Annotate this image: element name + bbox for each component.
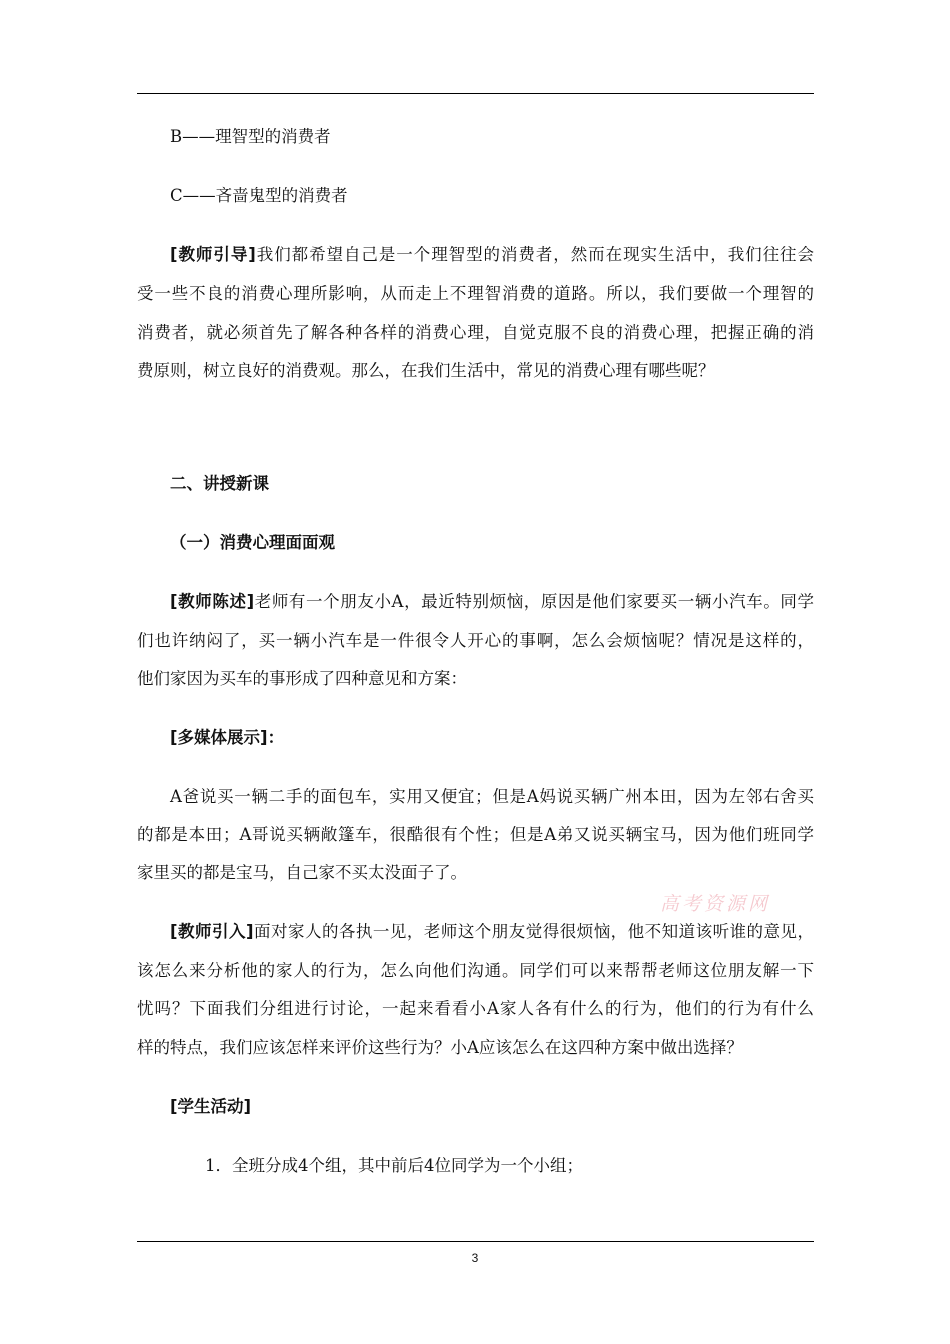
paragraph-teacher-guide-line-3: 消费者，就必须首先了解各种各样的消费心理，自觉克服不良的消费心理，把握正确的消 [137, 323, 814, 342]
subsection-heading: （一）消费心理面面观 [170, 533, 335, 552]
label-multimedia: [多媒体展示]： [170, 728, 285, 747]
paragraph-teacher-guide-line-1 [137, 245, 814, 265]
paragraph-teacher-statement-line-3: 他们家因为买车的事形成了四种意见和方案： [137, 669, 467, 688]
footer-rule [137, 1241, 814, 1242]
text: 我们都希望自己是一个理智型的消费者，然而在现实生活中，我们往往会 [255, 245, 814, 264]
label-teacher-statement: [教师陈述] [170, 592, 255, 611]
page-number: 3 [471, 1251, 479, 1265]
paragraph-family-opinions-line-1: A爸说买一辆二手的面包车，实用又便宜；但是A妈说买辆广州本田，因为左邻右舍买 [170, 787, 814, 806]
paragraph-family-opinions-line-3: 家里买的都是宝马，自己家不买太没面子了。 [137, 863, 467, 882]
paragraph-teacher-intro-line-1 [137, 922, 814, 942]
paragraph-teacher-statement-line-2: 们也许纳闷了，买一辆小汽车是一件很令人开心的事啊，怎么会烦恼呢？情况是这样的， [137, 631, 814, 650]
label-teacher-guide: [教师引导] [170, 245, 256, 264]
paragraph-teacher-guide-line-4: 费原则，树立良好的消费观。那么，在我们生活中，常见的消费心理有哪些呢？ [137, 361, 715, 380]
header-rule [137, 93, 814, 94]
label-teacher-intro: [教师引入] [170, 922, 254, 941]
paragraph-teacher-guide-line-2: 受一些不良的消费心理所影响，从而走上不理智消费的道路。所以，我们要做一个理智的 [137, 284, 814, 303]
option-b: B——理智型的消费者 [170, 127, 331, 146]
text: 老师有一个朋友小A，最近特别烦恼，原因是他们家要买一辆小汽车。同学 [254, 592, 814, 611]
paragraph-teacher-intro-line-2: 该怎么来分析他的家人的行为，怎么向他们沟通。同学们可以来帮帮老师这位朋友解一下 [137, 961, 814, 980]
label-student-activity: [学生活动] [170, 1097, 252, 1116]
option-c: C——吝啬鬼型的消费者 [170, 186, 348, 205]
text: 面对家人的各执一见，老师这个朋友觉得很烦恼，他不知道该听谁的意见， [253, 922, 814, 941]
section-heading-new-lesson: 二、讲授新课 [170, 474, 269, 493]
paragraph-teacher-intro-line-3: 忧吗？下面我们分组进行讨论，一起来看看小A家人各有什么的行为，他们的行为有什么 [137, 999, 814, 1018]
paragraph-teacher-intro-line-4: 样的特点，我们应该怎样来评价这些行为？小A应该怎么在这四种方案中做出选择？ [137, 1038, 743, 1057]
paragraph-teacher-statement-line-1 [137, 592, 814, 612]
watermark: 高考资源网 [660, 893, 771, 915]
activity-item-1: 1．全班分成4个组，其中前后4位同学为一个小组； [205, 1156, 583, 1175]
paragraph-family-opinions-line-2: 的都是本田；A哥说买辆敞篷车，很酷很有个性；但是A弟又说买辆宝马，因为他们班同学 [137, 825, 814, 844]
